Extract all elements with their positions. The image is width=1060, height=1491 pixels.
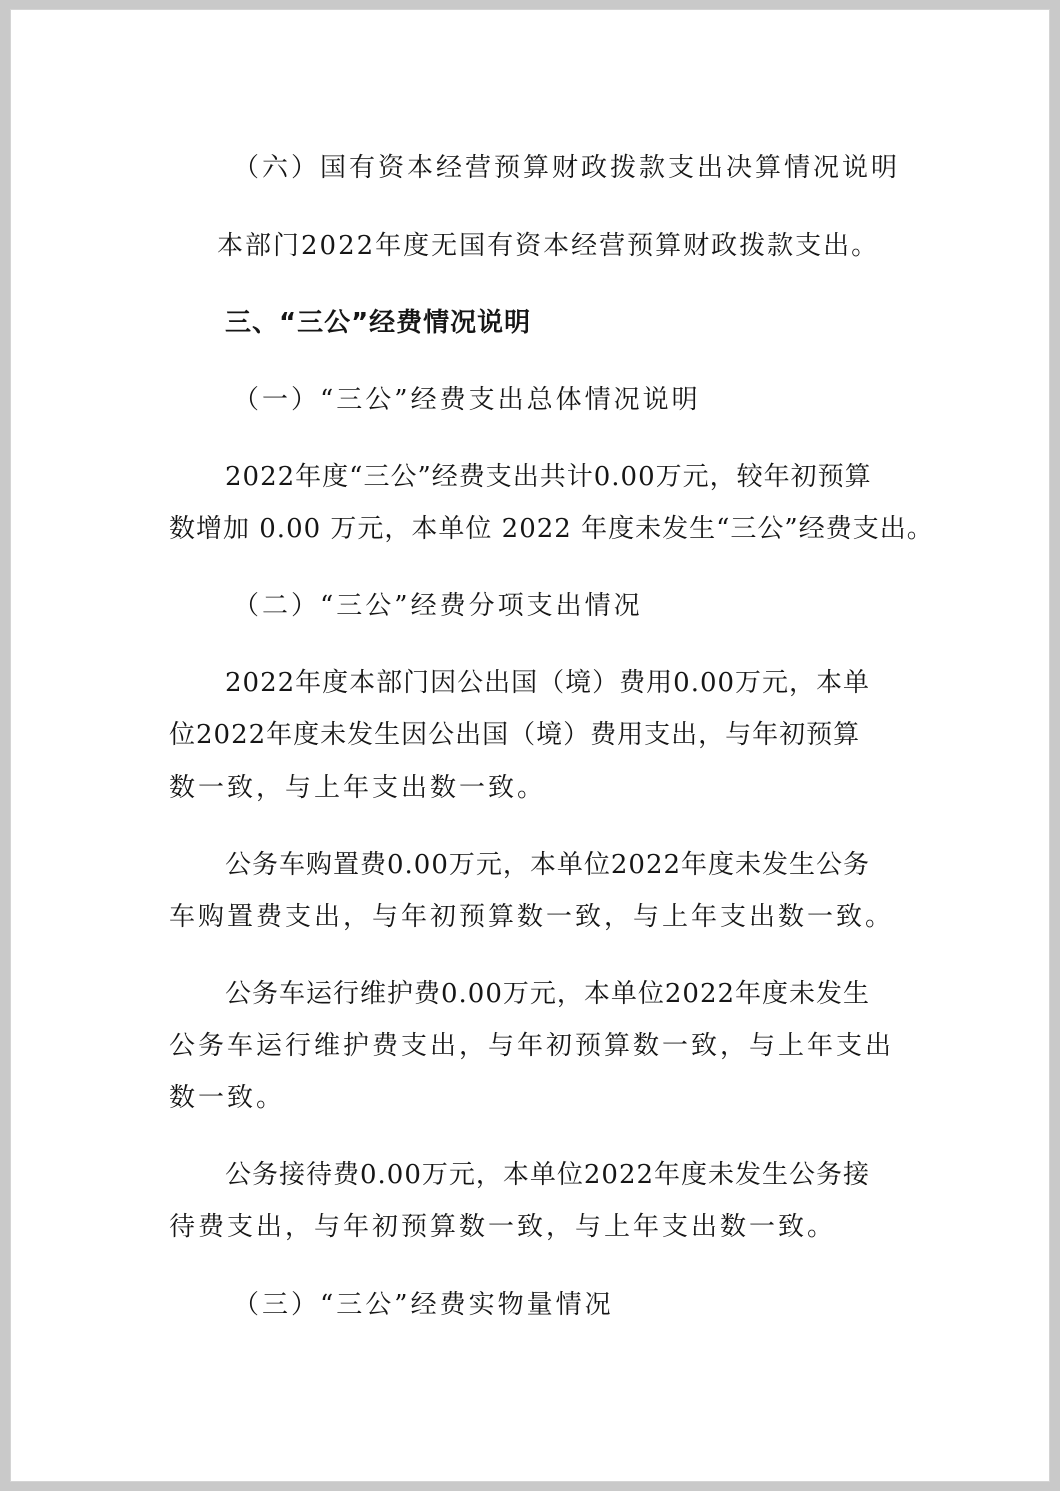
sub-1-body-line-1: 2022年度“三公”经费支出共计0.00万元，较年初预算 xyxy=(225,462,872,492)
sub-2-para-2-line-1: 公务车购置费0.00万元，本单位2022年度未发生公务 xyxy=(225,850,871,880)
sub-2-para-1-line-2: 位2022年度未发生因公出国（境）费用支出，与年初预算 xyxy=(169,720,861,750)
sub-2-para-3-line-1: 公务车运行维护费0.00万元，本单位2022年度未发生 xyxy=(225,979,871,1009)
sub-2-para-2-line-2: 车购置费支出，与年初预算数一致，与上年支出数一致。 xyxy=(169,902,895,932)
sub-1-title: （一）“三公”经费支出总体情况说明 xyxy=(233,385,701,415)
part-3-title: 三、“三公”经费情况说明 xyxy=(225,308,532,338)
sub-2-para-4-line-2: 待费支出，与年初预算数一致，与上年支出数一致。 xyxy=(169,1212,837,1242)
sub-1-body-line-2: 数增加 0.00 万元，本单位 2022 年度未发生“三公”经费支出。 xyxy=(169,514,934,544)
sub-2-para-3-line-3: 数一致。 xyxy=(169,1083,286,1113)
section-6-body: 本部门2022年度无国有资本经营预算财政拨款支出。 xyxy=(217,231,880,261)
sub-2-title: （二）“三公”经费分项支出情况 xyxy=(233,591,643,621)
sub-2-para-1-line-3: 数一致，与上年支出数一致。 xyxy=(169,773,547,803)
sub-2-para-3-line-2: 公务车运行维护费支出，与年初预算数一致，与上年支出 xyxy=(169,1031,895,1061)
document-page xyxy=(10,9,1050,1482)
sub-2-para-1-line-1: 2022年度本部门因公出国（境）费用0.00万元，本单 xyxy=(225,668,871,698)
sub-2-para-4-line-1: 公务接待费0.00万元，本单位2022年度未发生公务接 xyxy=(225,1160,871,1190)
section-6-title: （六）国有资本经营预算财政拨款支出决算情况说明 xyxy=(233,153,901,183)
sub-3-title: （三）“三公”经费实物量情况 xyxy=(233,1290,614,1320)
